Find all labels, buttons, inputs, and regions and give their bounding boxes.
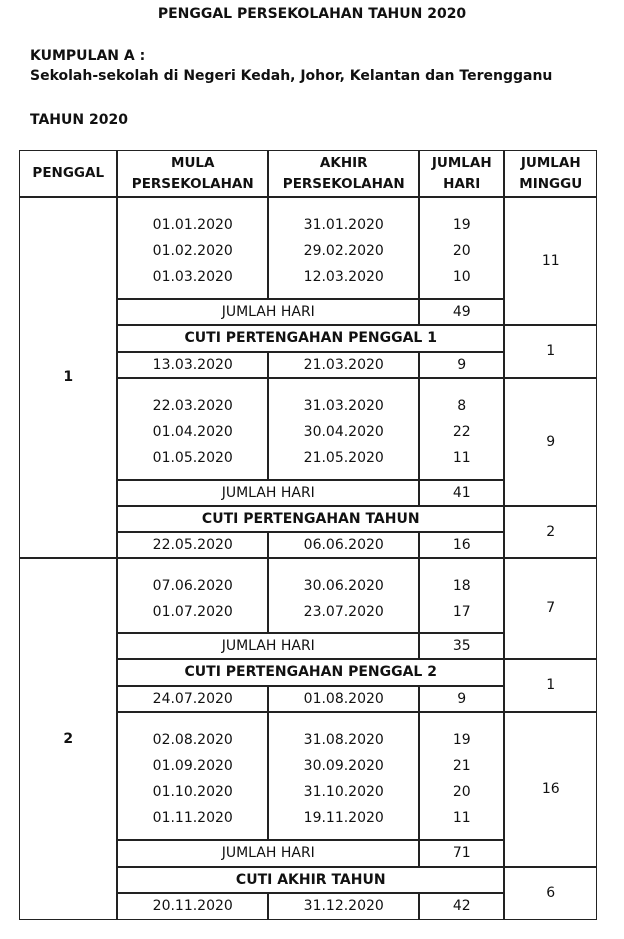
date-end: 30.09.2020 — [303, 758, 384, 774]
holiday-title: CUTI AKHIR TAHUN — [117, 867, 504, 893]
days-value: 11 — [452, 450, 471, 466]
date-start: 24.07.2020 — [117, 686, 268, 712]
days-value: 18 — [452, 577, 471, 594]
total-days-value: 71 — [419, 840, 504, 867]
weeks-value: 16 — [504, 712, 597, 867]
holiday-title: CUTI PERTENGAHAN PENGGAL 2 — [117, 659, 504, 686]
date-start: 01.10.2020 — [152, 784, 233, 800]
total-days-label: JUMLAH HARI — [117, 633, 419, 659]
block-1-start-dates — [117, 197, 268, 299]
date-end: 30.06.2020 — [303, 577, 384, 594]
date-end: 31.01.2020 — [303, 217, 384, 233]
header-mula-persekolahan: MULA PERSEKOLAHAN — [117, 150, 268, 197]
weeks-value: 2 — [504, 506, 597, 558]
date-start: 01.03.2020 — [152, 269, 233, 285]
penggal-2-cell: 2 — [19, 558, 117, 920]
holiday-title: CUTI PERTENGAHAN TAHUN — [117, 506, 504, 532]
document-title: PENGGAL PERSEKOLAHAN TAHUN 2020 — [157, 6, 467, 22]
date-end: 30.04.2020 — [303, 424, 384, 440]
days-value: 20 — [452, 243, 471, 259]
days-value: 19 — [452, 217, 471, 233]
block-2-end-dates — [268, 378, 419, 480]
date-end: 23.07.2020 — [303, 603, 384, 620]
year-label: TAHUN 2020 — [30, 112, 128, 128]
days-value: 11 — [452, 810, 471, 826]
date-start: 01.04.2020 — [152, 424, 233, 440]
block-6-days — [419, 712, 504, 840]
days-value: 19 — [452, 732, 471, 748]
weeks-value: 9 — [504, 378, 597, 506]
block-2-start-dates — [117, 378, 268, 480]
weeks-value: 6 — [504, 867, 597, 920]
header-akhir-persekolahan: AKHIR PERSEKOLAHAN — [268, 150, 419, 197]
weeks-value: 1 — [504, 325, 597, 378]
date-end: 06.06.2020 — [268, 532, 419, 558]
block-6-start-dates — [117, 712, 268, 840]
total-days-label: JUMLAH HARI — [117, 840, 419, 867]
weeks-value: 7 — [504, 558, 597, 659]
date-start: 02.08.2020 — [152, 732, 233, 748]
date-start: 22.05.2020 — [117, 532, 268, 558]
date-start: 13.03.2020 — [117, 352, 268, 378]
date-start: 07.06.2020 — [152, 577, 233, 594]
date-end: 29.02.2020 — [303, 243, 384, 259]
date-start: 01.09.2020 — [152, 758, 233, 774]
date-end: 31.10.2020 — [303, 784, 384, 800]
date-start: 01.11.2020 — [152, 810, 233, 826]
date-start: 20.11.2020 — [117, 893, 268, 920]
date-start: 01.05.2020 — [152, 450, 233, 466]
date-start: 01.07.2020 — [152, 603, 233, 620]
date-end: 12.03.2020 — [303, 269, 384, 285]
header-penggal: PENGGAL — [19, 150, 117, 197]
states-subtitle: Sekolah-sekolah di Negeri Kedah, Johor, Kelantan dan Terengganu — [30, 68, 553, 84]
total-days-label: JUMLAH HARI — [117, 480, 419, 506]
date-end: 19.11.2020 — [303, 810, 384, 826]
days-value: 8 — [457, 398, 467, 414]
total-days-value: 41 — [419, 480, 504, 506]
block-2-days — [419, 378, 504, 480]
header-jumlah-hari: JUMLAH HARI — [419, 150, 504, 197]
block-4-end-dates — [268, 558, 419, 633]
days-value: 17 — [452, 603, 471, 620]
days-value: 10 — [452, 269, 471, 285]
days-value: 9 — [419, 352, 504, 378]
date-end: 01.08.2020 — [268, 686, 419, 712]
days-value: 16 — [419, 532, 504, 558]
penggal-1-cell: 1 — [19, 197, 117, 558]
holiday-title: CUTI PERTENGAHAN PENGGAL 1 — [117, 325, 504, 352]
date-end: 31.08.2020 — [303, 732, 384, 748]
days-value: 22 — [452, 424, 471, 440]
weeks-value: 11 — [504, 197, 597, 325]
date-end: 31.03.2020 — [303, 398, 384, 414]
days-value: 42 — [419, 893, 504, 920]
days-value: 20 — [452, 784, 471, 800]
date-start: 22.03.2020 — [152, 398, 233, 414]
days-value: 21 — [452, 758, 471, 774]
block-1-days — [419, 197, 504, 299]
header-jumlah-minggu: JUMLAH MINGGU — [504, 150, 597, 197]
days-value: 9 — [419, 686, 504, 712]
total-days-value: 49 — [419, 299, 504, 325]
date-start: 01.02.2020 — [152, 243, 233, 259]
block-4-days — [419, 558, 504, 633]
block-4-start-dates — [117, 558, 268, 633]
date-end: 31.12.2020 — [268, 893, 419, 920]
date-end: 21.05.2020 — [303, 450, 384, 466]
total-days-value: 35 — [419, 633, 504, 659]
total-days-label: JUMLAH HARI — [117, 299, 419, 325]
block-6-end-dates — [268, 712, 419, 840]
date-start: 01.01.2020 — [152, 217, 233, 233]
date-end: 21.03.2020 — [268, 352, 419, 378]
weeks-value: 1 — [504, 659, 597, 712]
group-label: KUMPULAN A : — [30, 48, 146, 64]
block-1-end-dates — [268, 197, 419, 299]
school-term-table — [20, 150, 598, 920]
